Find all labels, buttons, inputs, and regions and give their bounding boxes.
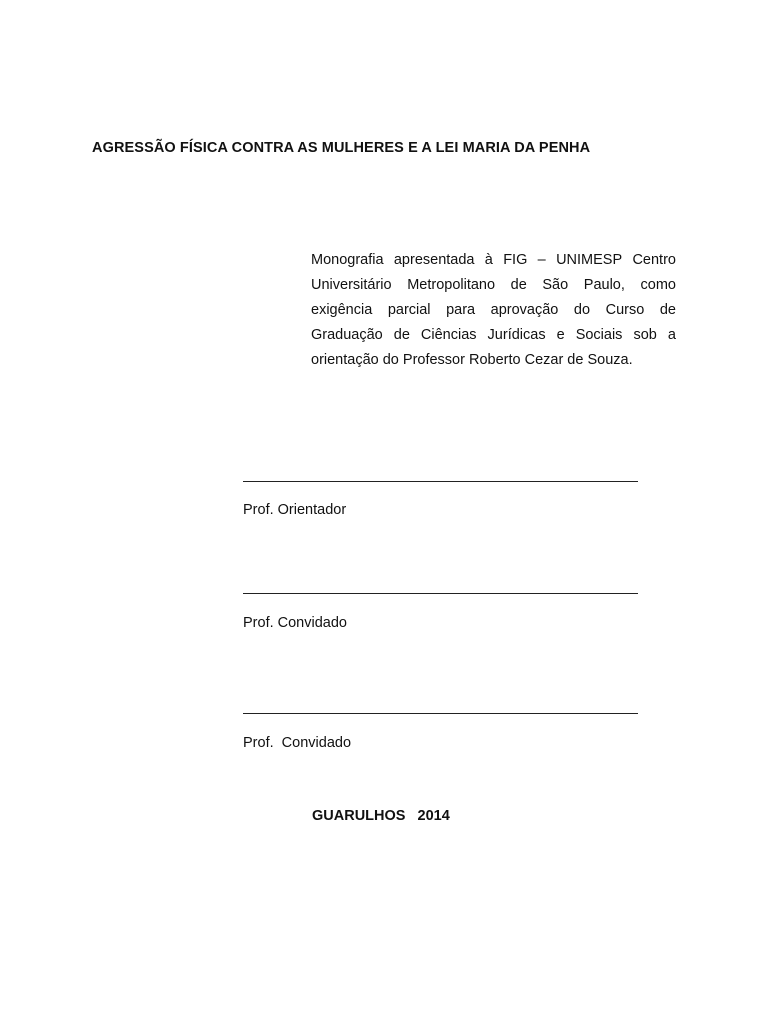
abstract-word: e (556, 327, 565, 343)
abstract-word: do (573, 302, 591, 318)
abstract-word: São (542, 277, 569, 293)
signature-line-convidado-2 (243, 713, 638, 714)
abstract-paragraph (311, 248, 676, 373)
signature-label-convidado-2: Prof. Convidado (243, 735, 352, 751)
abstract-word: Paulo, (583, 277, 625, 293)
abstract-word: exigência (311, 302, 373, 318)
abstract-word: – (537, 252, 546, 268)
abstract-line (311, 348, 676, 373)
abstract-word: Curso (605, 302, 645, 318)
abstract-word: à (484, 252, 493, 268)
abstract-word: de (393, 327, 410, 343)
signature-label-orientador: Prof. Orientador (243, 502, 347, 518)
abstract-word: FIG (503, 252, 528, 268)
abstract-word: a (667, 327, 676, 343)
abstract-word: de (510, 277, 527, 293)
abstract-word: Jurídicas (487, 327, 546, 343)
abstract-line (311, 298, 676, 323)
abstract-word: aprovação (490, 302, 559, 318)
abstract-word: parcial (387, 302, 431, 318)
abstract-word: Sociais (575, 327, 623, 343)
abstract-word: Metropolitano (407, 277, 496, 293)
abstract-word: Universitário (311, 277, 392, 293)
signature-line-convidado-1 (243, 593, 638, 594)
abstract-word: de (659, 302, 676, 318)
signature-line-orientador (243, 481, 638, 482)
abstract-line (311, 248, 676, 273)
abstract-word: para (446, 302, 476, 318)
abstract-line (311, 273, 676, 298)
abstract-line (311, 323, 676, 348)
abstract-word: Centro (632, 252, 676, 268)
abstract-word: sob (633, 327, 657, 343)
signature-label-convidado-1: Prof. Convidado (243, 615, 347, 631)
abstract-word: orientação do Professor Roberto Cezar de Souza. (311, 352, 633, 368)
abstract-word: Monografia (311, 252, 384, 268)
abstract-word: Graduação (311, 327, 383, 343)
abstract-word: apresentada (393, 252, 475, 268)
document-title: AGRESSÃO FÍSICA CONTRA AS MULHERES E A LEI MARIA DA PENHA (92, 140, 591, 156)
abstract-word: UNIMESP (556, 252, 623, 268)
city-year: GUARULHOS 2014 (312, 808, 450, 824)
abstract-word: Ciências (420, 327, 477, 343)
abstract-word: como (640, 277, 676, 293)
